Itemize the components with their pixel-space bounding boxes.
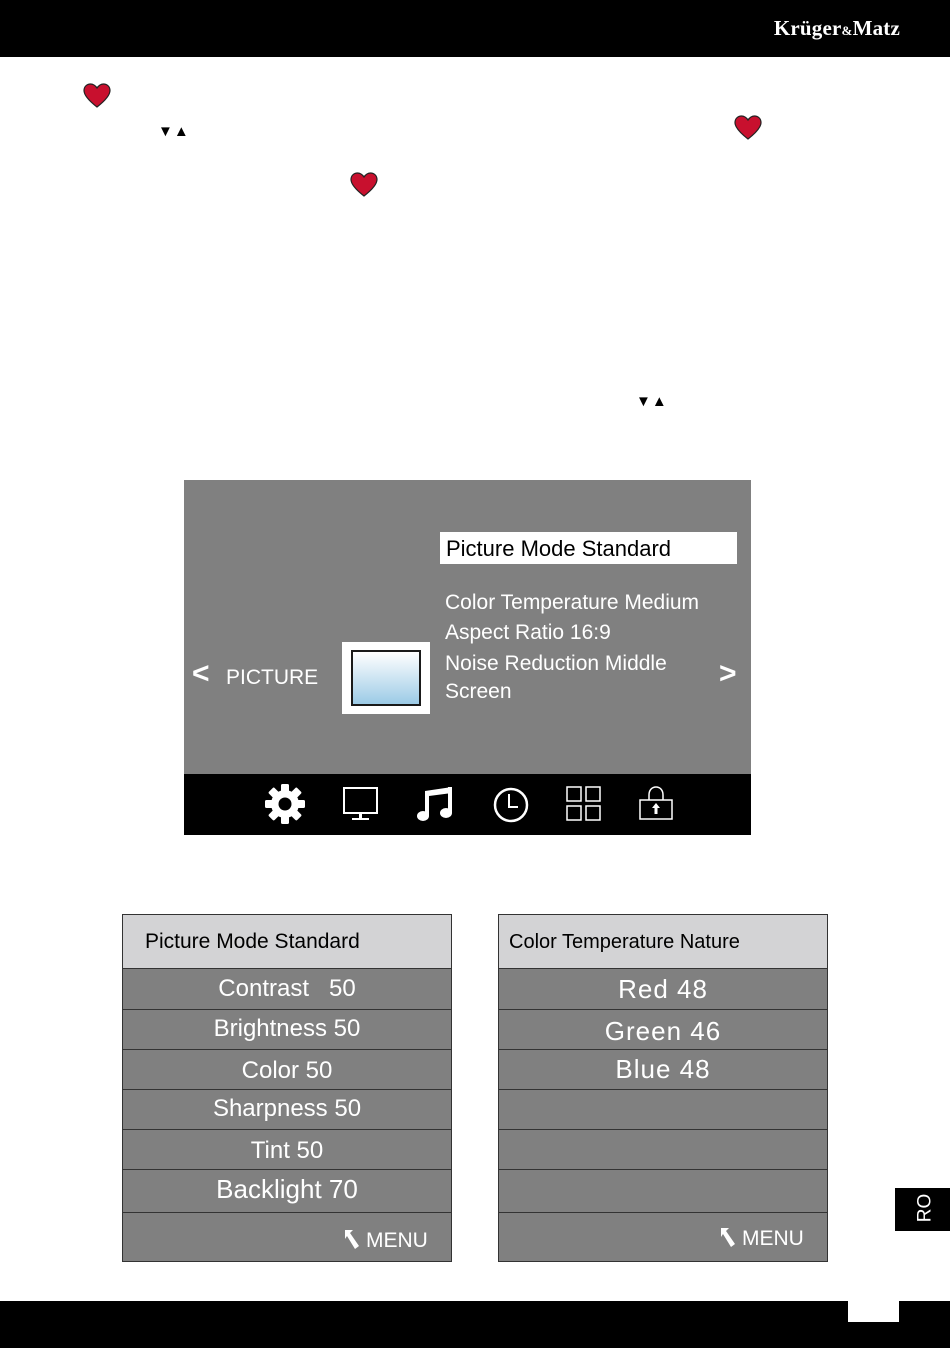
- osd-menu-item[interactable]: Aspect Ratio 16:9: [445, 621, 611, 644]
- empty-row: [499, 1090, 827, 1130]
- return-arrow-icon: [719, 1226, 737, 1248]
- footer-bar: [0, 1301, 950, 1348]
- header-bar: [0, 0, 950, 57]
- picture-settings-panel: Picture Mode Standard Contrast 50 Brightness 50 Color 50 Sharpness 50 Tint 50 Backlight 70 MENU: [122, 914, 452, 1262]
- nav-left-arrow[interactable]: <: [192, 657, 210, 690]
- picture-setting-brightness[interactable]: Brightness 50: [123, 1010, 451, 1050]
- panel-title: Picture Mode Standard: [123, 915, 451, 969]
- osd-menu-item[interactable]: Screen: [445, 680, 512, 703]
- heart-icon: [734, 115, 762, 141]
- panel-title: Color Temperature Nature: [499, 915, 827, 969]
- return-arrow-icon: [343, 1228, 361, 1250]
- picture-setting-backlight[interactable]: Backlight 70: [123, 1170, 451, 1213]
- monitor-icon[interactable]: [341, 782, 381, 826]
- color-setting-green[interactable]: Green 46: [499, 1010, 827, 1050]
- picture-thumbnail-icon: [342, 642, 430, 714]
- page-number-box: [848, 1301, 899, 1322]
- picture-setting-contrast[interactable]: Contrast 50: [123, 970, 451, 1010]
- nav-right-arrow[interactable]: >: [719, 657, 737, 690]
- osd-selected-item[interactable]: Picture Mode Standard: [440, 532, 737, 564]
- lock-icon[interactable]: [637, 782, 677, 826]
- osd-icon-bar: [184, 774, 751, 835]
- brand-logo: Krüger&Matz: [773, 16, 900, 40]
- picture-setting-sharpness[interactable]: Sharpness 50: [123, 1090, 451, 1130]
- down-up-arrows-icon: ▼▲: [158, 123, 190, 140]
- osd-picture-menu: [184, 480, 751, 835]
- osd-menu-item[interactable]: Color Temperature Medium: [445, 591, 700, 614]
- empty-row: [499, 1170, 827, 1213]
- osd-menu-label: PICTURE: [226, 666, 319, 689]
- gear-icon[interactable]: [263, 782, 307, 826]
- color-setting-blue[interactable]: Blue 48: [499, 1050, 827, 1090]
- heart-icon: [83, 83, 111, 109]
- heart-icon: [350, 172, 378, 198]
- grid-icon[interactable]: [565, 782, 605, 826]
- color-setting-red[interactable]: Red 48: [499, 970, 827, 1010]
- picture-setting-color[interactable]: Color 50: [123, 1050, 451, 1090]
- music-note-icon[interactable]: [414, 782, 458, 826]
- language-tab: RO: [895, 1188, 950, 1231]
- clock-icon[interactable]: [490, 782, 532, 826]
- picture-setting-tint[interactable]: Tint 50: [123, 1130, 451, 1170]
- empty-row: [499, 1130, 827, 1170]
- down-up-arrows-icon: ▼▲: [636, 393, 668, 410]
- osd-menu-item[interactable]: Noise Reduction Middle: [445, 652, 667, 675]
- color-temperature-panel: Color Temperature Nature Red 48 Green 46 Blue 48 MENU: [498, 914, 828, 1262]
